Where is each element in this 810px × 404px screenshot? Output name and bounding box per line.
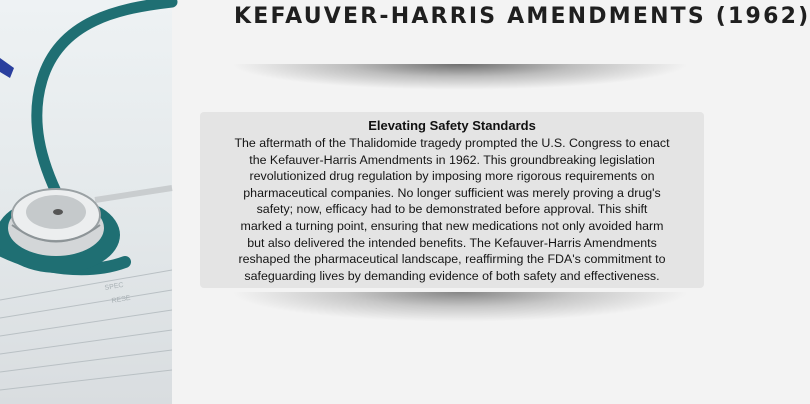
- paragraph-line: the Kefauver-Harris Amendments in 1962. This groundbreaking legislation: [249, 152, 655, 167]
- page-title: KEFAUVER-HARRIS AMENDMENTS (1962): [234, 4, 810, 29]
- section-paragraph: [200, 135, 704, 284]
- decorative-shadow-bottom: [230, 292, 690, 322]
- section-heading: Elevating Safety Standards: [368, 118, 536, 133]
- paragraph-line: The aftermath of the Thalidomide tragedy prompted the U.S. Congress to enact: [234, 136, 670, 150]
- paragraph-line: safety; now, efficacy had to be demonstrated before approval. This shift: [256, 202, 648, 217]
- paragraph-line: marked a turning point, ensuring that new medications not only avoided harm: [240, 218, 664, 233]
- svg-text:RESE: RESE: [111, 294, 132, 305]
- decorative-shadow-top: [230, 64, 690, 90]
- paragraph-line: safeguarding lives by demanding evidence of both safety and effectiveness.: [244, 268, 660, 283]
- paragraph-line: revolutionized drug regulation by imposing more rigorous requirements on: [249, 169, 655, 184]
- svg-text:SPEC: SPEC: [104, 281, 125, 292]
- paragraph-line: but also delivered the intended benefits. The Kefauver-Harris Amendments: [247, 235, 657, 250]
- paragraph-line: reshaped the pharmaceutical landscape, reaffirming the FDA's commitment to: [238, 252, 666, 267]
- stethoscope-photo: [0, 0, 172, 404]
- paragraph-line: pharmaceutical companies. No longer sufficient was merely proving a drug's: [243, 185, 661, 200]
